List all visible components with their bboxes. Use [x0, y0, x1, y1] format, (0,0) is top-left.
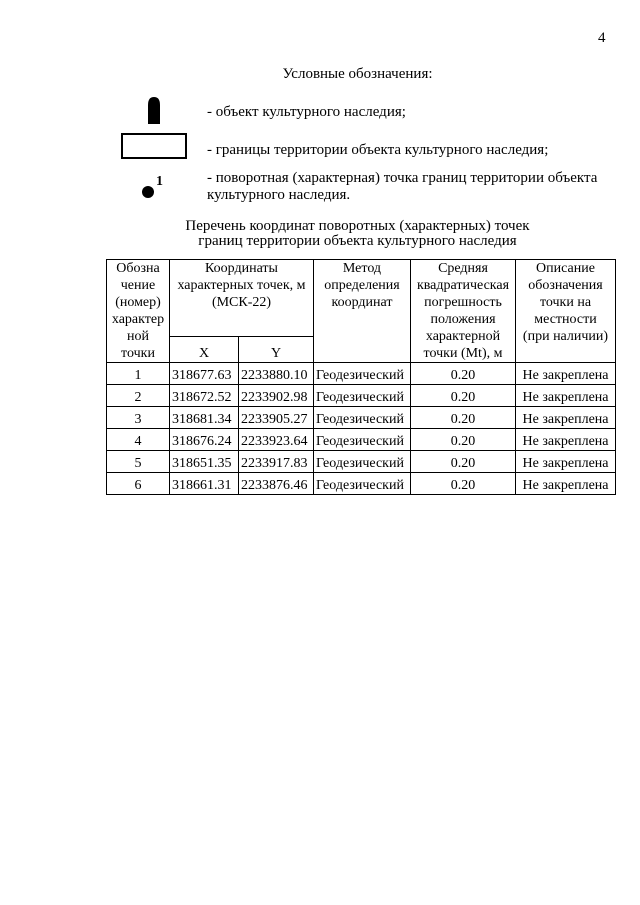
cell-x: 318681.34 [170, 407, 239, 429]
legend-item-turning-point [207, 170, 597, 204]
cell-x: 318661.31 [170, 473, 239, 495]
header-coordinates: Координаты характерных точек, м (МСК-22) [170, 260, 314, 337]
list-title [0, 219, 640, 249]
turning-point-icon [142, 186, 154, 198]
header-x: X [170, 336, 239, 363]
list-title-line1: Перечень координат поворотных (характерных) точек [185, 218, 530, 234]
cell-y: 2233902.98 [239, 385, 314, 407]
cell-method: Геодезический [314, 363, 411, 385]
cell-error: 0.20 [411, 407, 516, 429]
cell-method: Геодезический [314, 473, 411, 495]
cell-x: 318651.35 [170, 451, 239, 473]
legend-item-turning-point-line2: культурного наследия. [207, 187, 351, 203]
cell-error: 0.20 [411, 363, 516, 385]
table-row [107, 385, 616, 407]
cell-y: 2233876.46 [239, 473, 314, 495]
page-number: 4 [598, 30, 606, 46]
header-error: Средняя квадратическая погрешность положения характерной точки (Mt), м [411, 260, 516, 363]
table-row [107, 407, 616, 429]
cell-error: 0.20 [411, 429, 516, 451]
legend-item-turning-point-line1: - поворотная (характерная) точка границ территории объекта [207, 170, 598, 186]
cell-method: Геодезический [314, 429, 411, 451]
cell-method: Геодезический [314, 451, 411, 473]
turning-point-marker: 1 [156, 174, 163, 189]
legend-title: Условные обозначения: [282, 66, 433, 82]
legend-item-territory-boundary: - границы территории объекта культурного наследия; [207, 142, 549, 158]
header-designation: Обозна чение (номер) характер ной точки [107, 260, 170, 363]
table-row [107, 473, 616, 495]
cell-y: 2233917.83 [239, 451, 314, 473]
heritage-object-icon [147, 97, 161, 125]
cell-method: Геодезический [314, 407, 411, 429]
cell-description: Не закреплена [516, 385, 616, 407]
cell-description: Не закреплена [516, 429, 616, 451]
cell-error: 0.20 [411, 451, 516, 473]
cell-description: Не закреплена [516, 473, 616, 495]
cell-description: Не закреплена [516, 363, 616, 385]
cell-num: 1 [107, 363, 170, 385]
cell-x: 318677.63 [170, 363, 239, 385]
cell-y: 2233923.64 [239, 429, 314, 451]
cell-error: 0.20 [411, 385, 516, 407]
cell-method: Геодезический [314, 385, 411, 407]
list-title-line2: границ территории объекта культурного наследия [198, 233, 517, 249]
cell-y: 2233880.10 [239, 363, 314, 385]
cell-y: 2233905.27 [239, 407, 314, 429]
cell-description: Не закреплена [516, 451, 616, 473]
table-row [107, 451, 616, 473]
header-y: Y [239, 336, 314, 363]
cell-num: 6 [107, 473, 170, 495]
cell-x: 318672.52 [170, 385, 239, 407]
territory-boundary-icon [121, 133, 187, 159]
cell-error: 0.20 [411, 473, 516, 495]
cell-num: 5 [107, 451, 170, 473]
cell-description: Не закреплена [516, 407, 616, 429]
cell-num: 4 [107, 429, 170, 451]
cell-num: 3 [107, 407, 170, 429]
legend-item-heritage-object: - объект культурного наследия; [207, 104, 406, 120]
table-row [107, 429, 616, 451]
coordinates-table [106, 259, 616, 495]
table-row [107, 363, 616, 385]
header-method: Метод определения координат [314, 260, 411, 363]
header-description: Описание обозначения точки на местности (при наличии) [516, 260, 616, 363]
cell-num: 2 [107, 385, 170, 407]
table-header-row [107, 260, 616, 337]
cell-x: 318676.24 [170, 429, 239, 451]
